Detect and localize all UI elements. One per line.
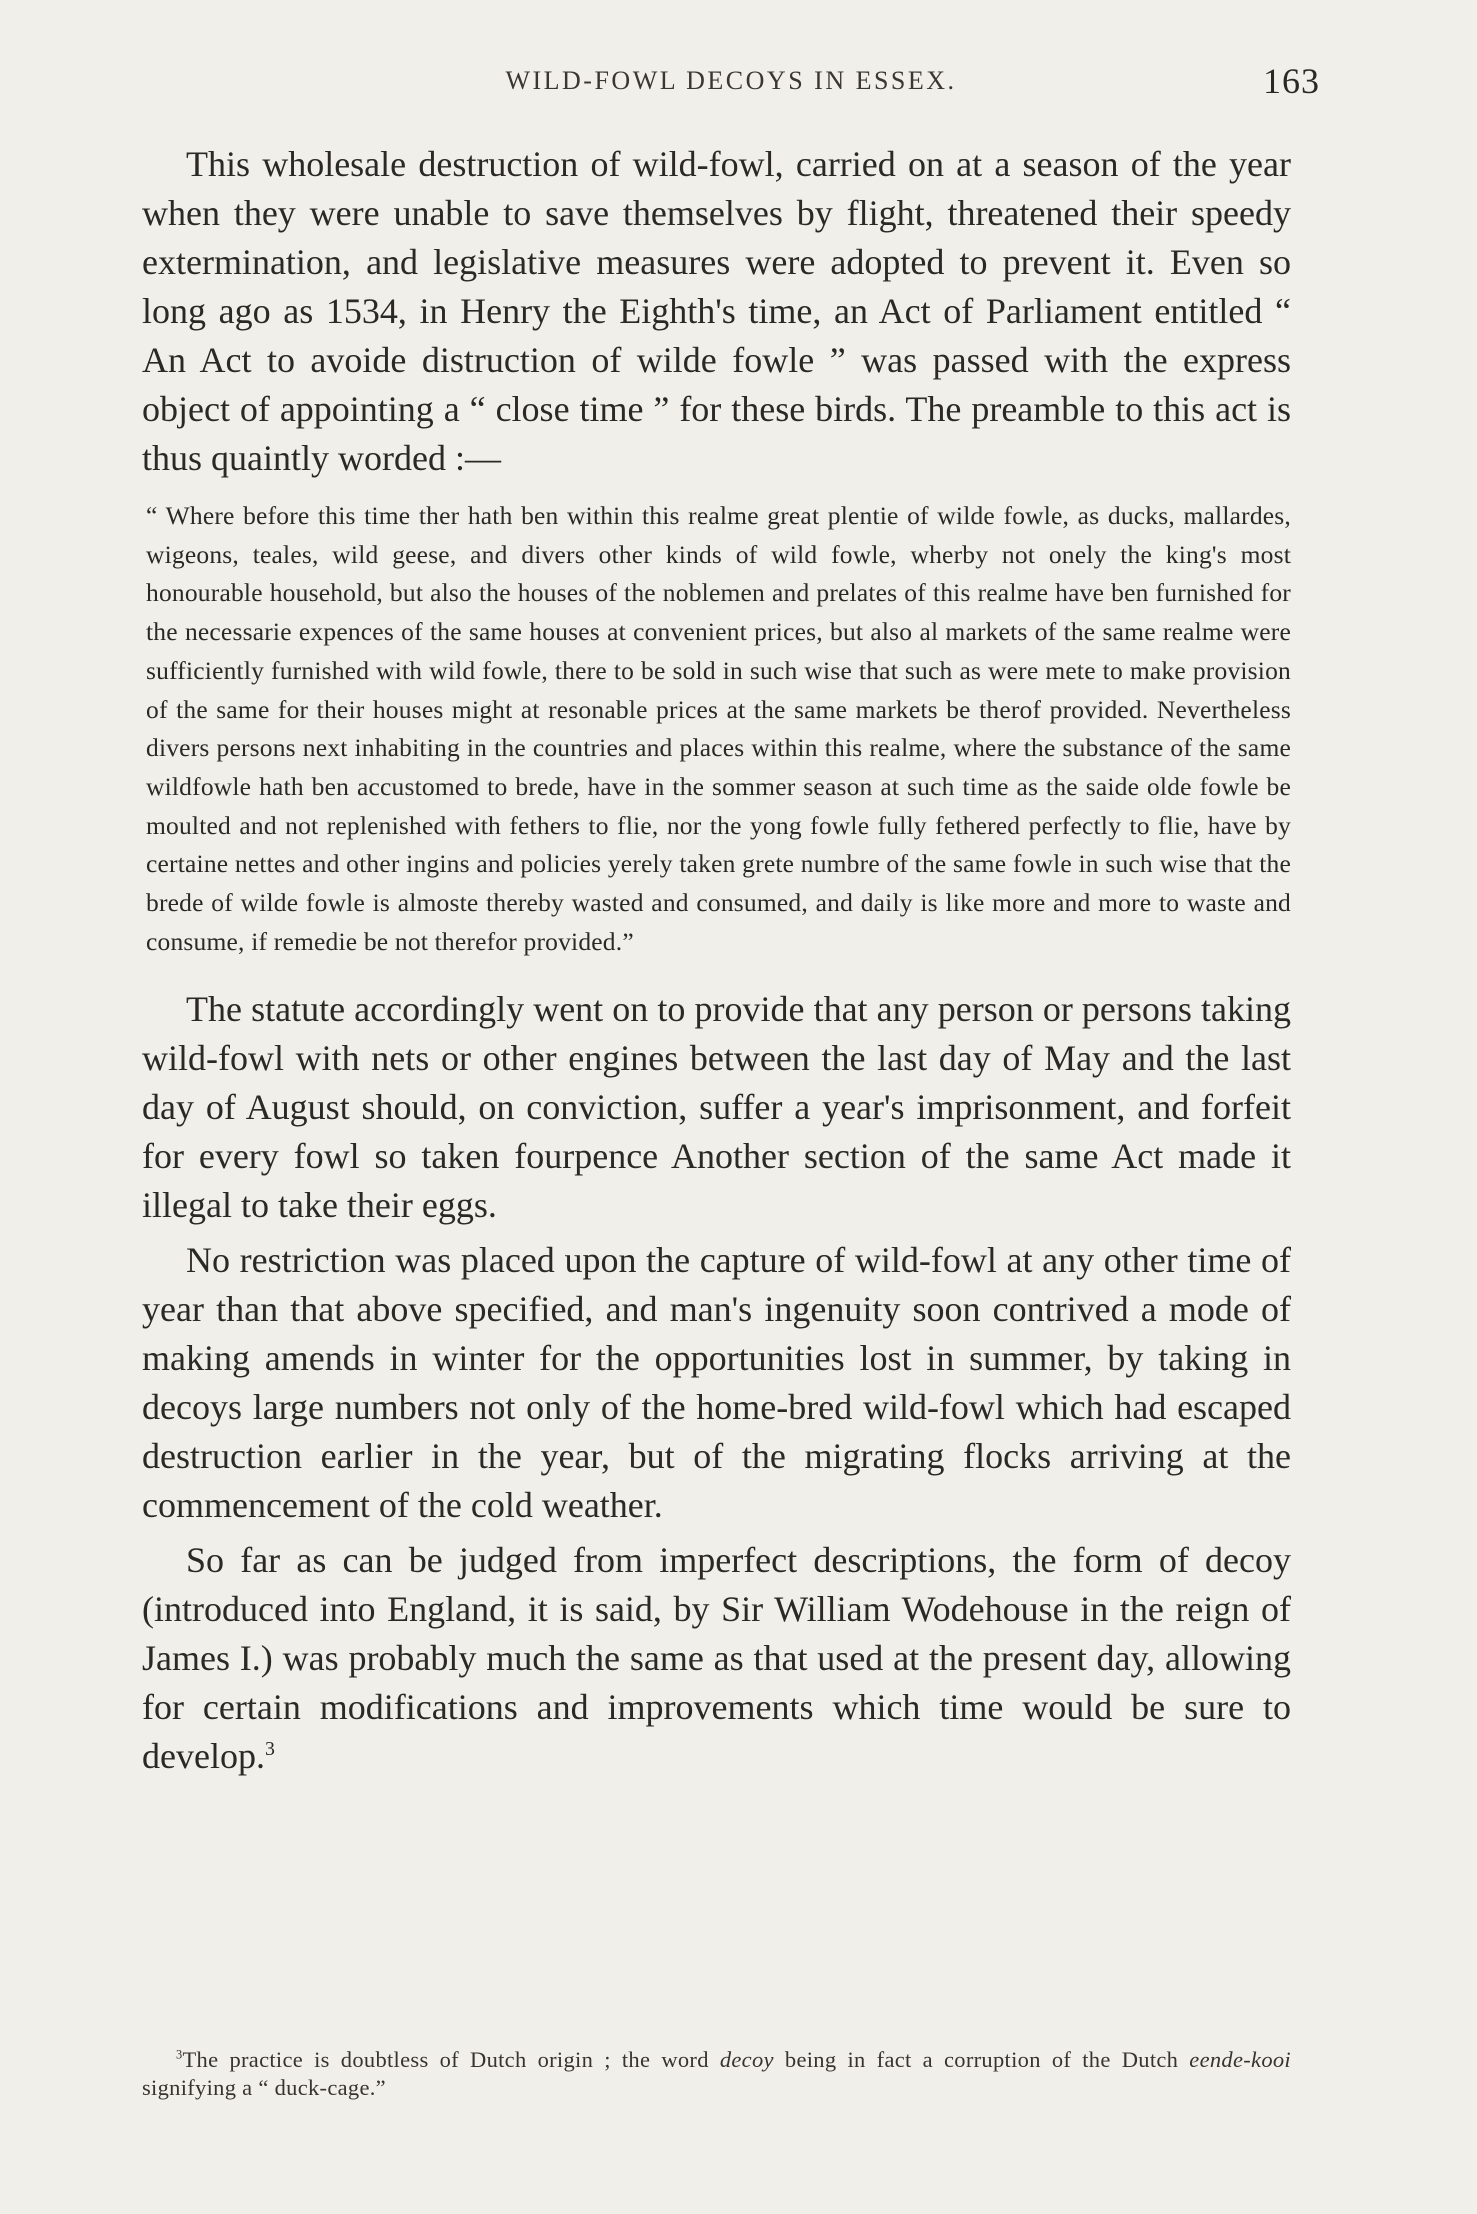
footnote-text-1: The practice is doubtless of Dutch origin ; the word <box>182 2047 720 2072</box>
footnote-term-decoy: decoy <box>719 2047 774 2072</box>
footnote-reference: 3 <box>264 1738 275 1761</box>
paragraph-4-text: So far as can be judged from imperfect descriptions, the form of decoy (introduced into England, it is said, by Sir William Wodehouse in the reign of James I.) was probably much the same as that used at the present day, allowing for certain modifications and improvements which time would be sure to develop. <box>142 1540 1291 1777</box>
body-text <box>142 140 1291 1781</box>
footnote-text-2: being in fact a corruption of the Dutch <box>773 2047 1190 2072</box>
footnote-marker: 3 <box>176 2047 183 2062</box>
paragraph-3: No restriction was placed upon the capture of wild-fowl at any other time of year than that above specified, and man's ingenuity soon contrived a mode of making amends in winter for the opportunities lost in summer, by taking in decoys large numbers not only of the home-bred wild-fowl which had escaped destruction earlier in the year, but of the migrating flocks arriving at the commencement of the cold weather. <box>142 1240 1291 1526</box>
footnote-text-3: signifying a “ duck-cage.” <box>142 2075 386 2100</box>
paragraph-4 <box>142 1536 1291 1781</box>
paragraph-2: The statute accordingly went on to provide that any person or persons taking wild-fowl with nets or other engines between the last day of May and the last day of August should, on conviction, suffer a year's imprisonment, and forfeit for every fowl so taken fourpence Another section of the same Act made it illegal to take their eggs. <box>142 989 1291 1226</box>
footnote <box>142 2046 1291 2102</box>
page-number: 163 <box>1263 61 1320 101</box>
statute-quotation: “ Where before this time ther hath ben within this realme great plentie of wilde fowle, as ducks, mallardes, wigeons, teales, wild geese, and divers other kinds of wild fowle, wherby not onely the king's most honourable household, but also the houses of the noblemen and prelates of this realme have ben furnished for the necessarie expences of the same houses at convenient prices, but also al markets of the same realme were sufficiently furnished with wild fowle, there to be sold in such wise that such as were mete to make provision of the same for their houses might at resonable prices at the same markets be therof provided. Nevertheless divers persons next inhabiting in the countries and places within this realme, where the substance of the same wildfowle hath ben accustomed to brede, have in the sommer season at such time as the saide olde fowle be moulted and not replenished with fethers to flie, nor the yong fowle fully fethered perfectly to flie, have by certaine nettes and other ingins and policies yerely taken grete numbre of the same fowle in such wise that the brede of wilde fowle is almoste thereby wasted and consumed, and daily is like more and more to waste and consume, if remedie be not therefor provided.” <box>146 501 1291 956</box>
paragraph-1: This wholesale destruction of wild-fowl, carried on at a season of the year when they were unable to save themselves by flight, threatened their speedy extermination, and legislative measures were adopted to prevent it. Even so long ago as 1534, in Henry the Eighth's time, an Act of Parliament entitled “ An Act to avoide distruction of wilde fowle ” was passed with the express object of appointing a “ close time ” for these birds. The preamble to this act is thus quaintly worded :— <box>142 144 1291 478</box>
page-header <box>142 60 1320 104</box>
footnote-term-eende-kooi: eende-kooi <box>1189 2047 1291 2072</box>
running-head: WILD-FOWL DECOYS IN ESSEX. <box>505 66 957 95</box>
